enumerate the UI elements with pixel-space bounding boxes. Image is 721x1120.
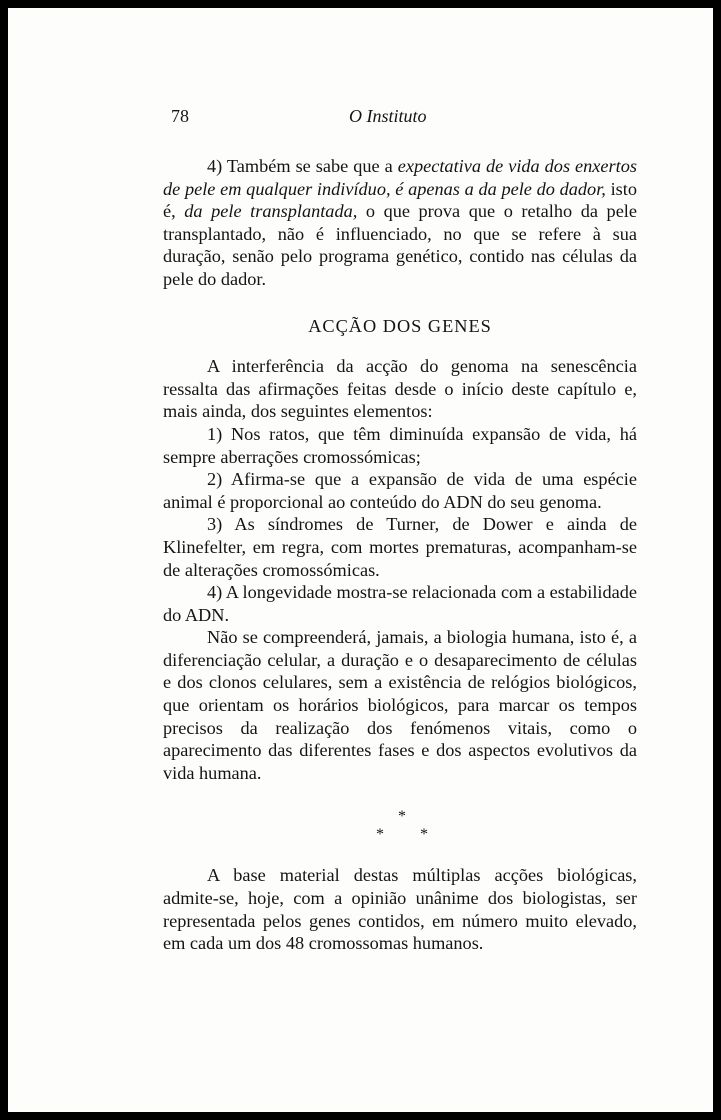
paragraph-4: A base material destas múltiplas acções biológicas, admite-se, hoje, com a opinião unânime dos biologistas, ser representada pelos genes contidos, em número muito elevado, em cada um dos 48 cromossomas humanos. [163, 865, 637, 954]
running-header [163, 105, 637, 135]
book-page [8, 8, 713, 1112]
paragraph-1-emphasis-2: da pele transplantada, [184, 201, 358, 222]
asterism-star-right: * [420, 826, 428, 844]
list-item-4: 4) A longevidade mostra-se relacionada com a estabilidade do ADN. [163, 582, 637, 625]
page-content [163, 105, 637, 955]
paragraph-2: A interferência da acção do genoma na senescência ressalta das afirmações feitas desde o início deste capítulo e, mais ainda, dos seguintes elementos: [163, 356, 637, 422]
paragraph-1 [163, 155, 637, 291]
paragraph-1-mid: isto é, [163, 178, 637, 222]
list-item-3: 3) As síndromes de Turner, de Dower e ainda de Klinefelter, em regra, com mortes prematuras, acompanham-se de alterações cromossómicas. [163, 514, 637, 580]
paragraph-3: Não se compreenderá, jamais, a biologia humana, isto é, a diferenciação celular, a duração e o desaparecimento de células e dos clonos celulares, sem a existência de relógios biológicos, que orientam os horários biológicos, para marcar os tempos precisos da realização dos fenómenos vitais, como o aparecimento das diferentes fases e dos aspectos evolutivos da vida humana. [163, 627, 637, 783]
paragraph-1-intro: 4) Também se sabe que a [207, 156, 398, 176]
paragraph-1-rest: o que prova que o retalho da pele transplantado, não é influenciado, no que se refere à sua duração, senão pelo programa genético, contido nas células da pele do dador. [163, 201, 638, 289]
running-title: O Instituto [349, 106, 427, 126]
asterism-star-top: * [398, 808, 406, 826]
asterism-star-left: * [376, 826, 384, 844]
page-number: 78 [171, 106, 189, 126]
asterism [163, 806, 637, 844]
list-item-1: 1) Nos ratos, que têm diminuída expansão de vida, há sempre aberrações cromossómicas; [163, 423, 637, 467]
list-item-2: 2) Afirma-se que a expansão de vida de uma espécie animal é proporcional ao conteúdo do ADN do seu genoma. [163, 469, 637, 512]
paragraph-1-emphasis-1: expectativa de vida dos enxertos de pele em qualquer indivíduo, é apenas a da pele do dador, [163, 156, 637, 199]
section-heading: ACÇÃO DOS GENES [308, 315, 492, 336]
